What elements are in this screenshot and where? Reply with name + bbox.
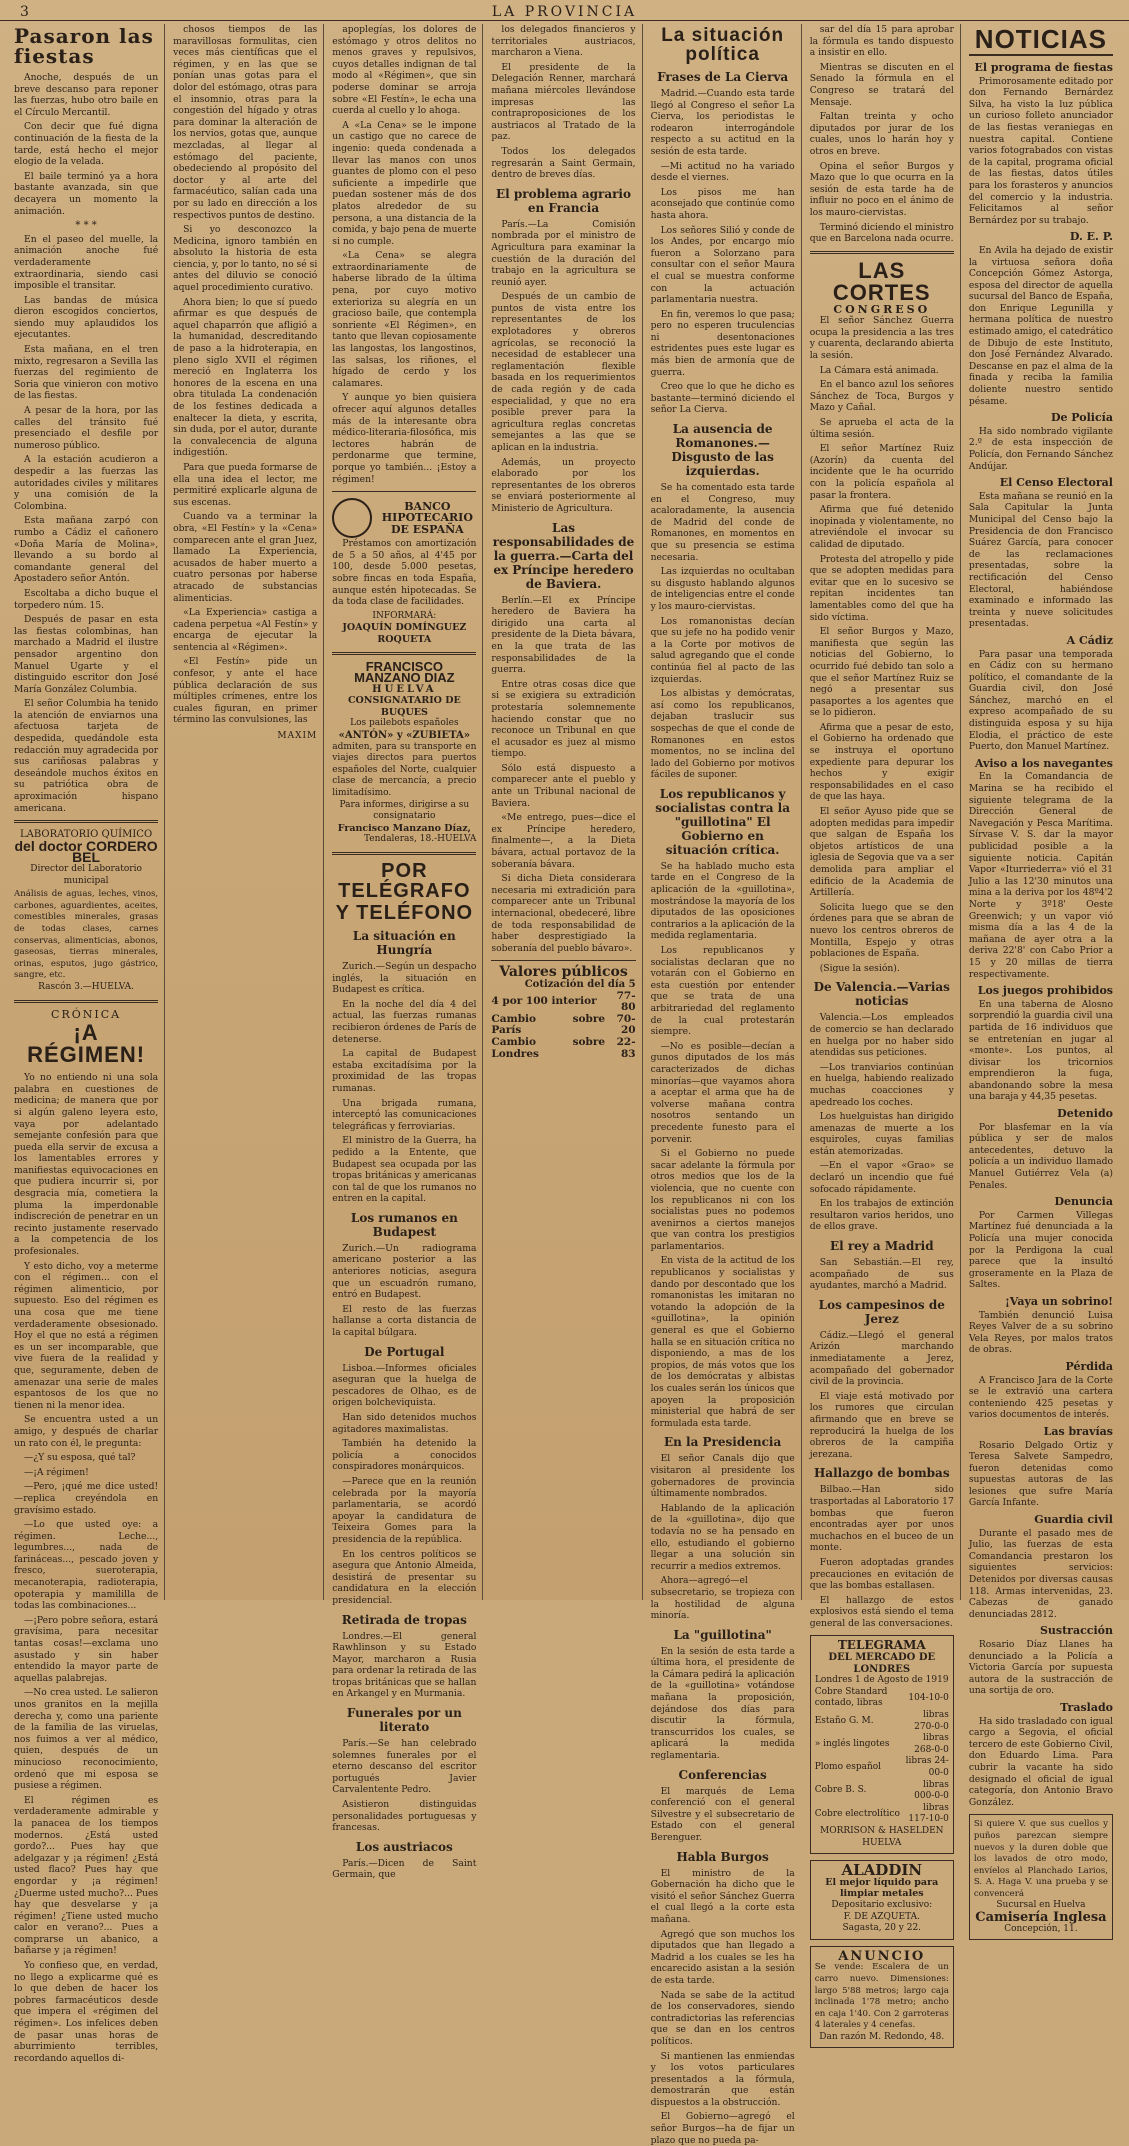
paragraph: —Los tranviarios continúan en huelga, habiendo realizado muchas coacciones y apedreado los coches. (809, 1061, 954, 1108)
section-heading: De Portugal (364, 1344, 445, 1359)
paragraph: Terminó diciendo el ministro que en Barcelona nada ocurre. (809, 221, 954, 245)
paragraph: En la noche del día 4 del actual, las fuerzas rumanas recibieron órdenes de París de detenerse. (332, 998, 477, 1045)
paragraph: (Sigue la sesión). (819, 962, 900, 974)
paragraph: Han sido detenidos muchos agitadores maximalistas. (332, 1412, 477, 1435)
aladdin-name: F. DE AZQUETA. (843, 1911, 920, 1922)
signature-maxim: MAXIM (277, 731, 318, 742)
tel-value: libras 000-0-0 (914, 1779, 949, 1802)
paragraph: Si dicha Dieta considerara necesaria mi extradición para comparecer ante un Tribunal internacional, obedeceré, libre de toda responsabilidad de haber desprestigiado la soberanía del pueblo bávaro». (491, 873, 636, 954)
paragraph: Valencia.—Los empleados de comercio se han declarado en huelga por no haber sido atendidas sus peticiones. (809, 1012, 954, 1059)
noticia-body: En Avila ha dejado de existir la virtuosa señora doña Concepción Gómez Astorga, esposa del director de aquella sucursal del Banco de España, don Enrique Legunilla y hermana política de nuestro estimado amigo, el catedrático de Dibujo de este Instituto, don José Fernández Alvarado. Descanse en paz el alma de la finada y reciba la familia doliente nuestro sentido pésame. (968, 244, 1113, 407)
paragraph: Cádiz.—Llegó el general Arizón marchando inmediatamente a Jerez, acompañado del gobernador civil de la provincia. (809, 1329, 954, 1388)
paragraph: También ha detenido la policía a conocidos conspiradores monárquicos. (332, 1438, 477, 1473)
paragraph: El señor Columbia ha tenido la atención de enviarnos una afectuosa tarjeta de despedida, quedándole esta redacción muy agradecida por sus cariñosas palabras y deseándole muchos éxitos en su patriótica obra de aproximación hispano americana. (14, 698, 159, 814)
paragraph: Cuando va a terminar la obra, «El Festín» y la «Cena» comparecen ante el gran Juez, llamado La Experiencia, acusados de haber muerto a cuatro personas por haberse atracado de substancias alimenticias. (173, 511, 318, 604)
columns (14, 24, 1119, 2146)
anuncio-title: ANUNCIO (838, 1948, 926, 1964)
paragraph: Si el Gobierno no puede sacar adelante la fórmula por otros medios que los de la violencia, que no cuente con los republicanos ni con los socialistas pues no podemos avenirnos a ciertos manejos que van contra los prestigios parlamentarios. (650, 1148, 795, 1252)
paragraph: Los huelguistas han dirigido amenazas de muerte a los esquiroles, cuyas familias están atemorizadas. (809, 1111, 954, 1157)
paragraph: En el banco azul los señores Sánchez de Toca, Burgos y Mazo y Cañal. (809, 379, 954, 414)
manzano-sig: Francisco Manzano Díaz, (337, 822, 471, 834)
tel-date: Londres 1 de Agosto de 1919 (814, 1675, 949, 1686)
tel-table (815, 1687, 949, 1826)
paragraph: Escoltaba a dicho buque el torpedero núm. 15. (14, 587, 159, 611)
manzano-city: HUELVA (372, 683, 437, 695)
paragraph: Una brigada rumana, interceptó las comunicaciones telegráficas y ferroviarias. (332, 1097, 477, 1132)
divider (14, 1000, 158, 1003)
paragraph: apoplegías, los dolores de estómago y otros delitos no menos graves y repulsivos, cuyos detalles indignan de tal modo al «Régimen», que sin poderse dominar se arroja sobre «El Festín», le echa una cuerda al cuello y lo ahoga. (332, 24, 477, 117)
section-heading: Frases de La Cierva (657, 70, 789, 84)
column-6 (809, 24, 961, 2042)
tel-label: Plomo español (814, 1762, 882, 1773)
valores-label: Cambio sobre Londres (491, 1035, 606, 1060)
tel-subtitle: DEL MERCADO DE LONDRES (828, 1652, 936, 1675)
noticia-body: Ha sido trasladado con igual cargo a Segovia, el oficial tercero de este Gobierno Civil, don Eduardo Lima. Para cubrir la vacante ha sido designado el oficial de igual categoría, don Antonio Bravo González. (968, 1715, 1113, 1808)
paragraph: —No es posible—decían a gunos diputados de los más caracterizados de dichas minorías—que vayamos ahora a aceptar el arma que ha de volverse mañana contra nosotros sentando un precedente funesto para el porvenir. (650, 1040, 795, 1145)
paragraph: Solicita luego que se den órdenes para que se abran de nuevo los centros obreros de Montilla, Espejo y otras poblaciones de España. (809, 901, 954, 960)
paragraph: —Pero, ¡qué me dice usted!—replica creyéndola en gravísimo estado. (14, 1481, 159, 1516)
bank-contact: JOAQUÍN DOMÍNGUEZ ROQUETA (342, 622, 467, 645)
lab-doctor: del doctor CORDERO BEL (14, 837, 158, 866)
paragraph: Y esto dicho, voy a meterme con el régimen... con el régimen alimenticio, por supuesto. Eso del régimen es una cosa que me tiene verdaderamente obsesionado. Hoy el que no está a régimen es un ser incomparable, que vive fuera de la realidad y que, seguramente, deben de amenazar una serie de males espantosos de los que no tienen ni la menor idea. (14, 1260, 159, 1411)
bank-inf: INFORMARÁ: (372, 610, 437, 621)
aladdin-title: ALADDIN (841, 1861, 923, 1880)
paragraph: —No crea usted. Le salieron unos granitos en la mejilla derecha y, como una pariente de la familia de las viruelas, nos fuimos a ver al médico, quien, después de un minucioso reconocimiento, ordenó que mi esposa se pusiese a régimen. (14, 1687, 159, 1792)
tel-value: libras 24-00-0 (905, 1756, 949, 1778)
paragraph: Los pisos me han aconsejado que continúe como hasta ahora. (650, 186, 795, 221)
paragraph: Las izquierdas no ocultaban su disgusto hablando algunos de inteligencias entre el conde y los mauro-ciervistas. (650, 566, 795, 612)
section-heading: En la Presidencia (664, 1435, 782, 1450)
coat-of-arms-icon (332, 498, 372, 538)
paragraph: San Sebastián.—El rey, acompañado de sus ayudantes, marchó a Madrid. (809, 1257, 954, 1292)
paragraph: Ahora—agregó—el subsecretario, se tropieza con la hostilidad de alguna minoría. (650, 1575, 795, 1622)
paragraph: Todos los delegados regresarán a Saint Germain, dentro de breves días. (491, 145, 636, 181)
valores-label: Cambio sobre París (491, 1012, 606, 1037)
lab-role: Director del Laboratorio municipal (30, 864, 142, 886)
telegrafo-news-cont (491, 24, 635, 954)
paragraph: El ministro de la Gobernación ha dicho que le visitó el señor Sánchez Guerra el cual llegó a la corte esta mañana. (650, 1867, 795, 1925)
regimen-article (14, 1072, 158, 2064)
paragraph: En los trabajos de extinción resultaron varios heridos, uno de ellos grave. (809, 1198, 954, 1233)
section-heading: Los campesinos de Jerez (818, 1297, 945, 1326)
valores-title: Valores públicos (499, 964, 628, 981)
divider (491, 960, 635, 961)
paragraph: —¡A régimen! (24, 1466, 89, 1478)
paragraph: La capital de Budapest estaba excitadísima por la proximidad de las tropas rumanas. (332, 1048, 477, 1094)
anuncio-ad (810, 1946, 954, 2049)
tel-sig: MORRISON & HASELDEN (819, 1825, 944, 1836)
telegrafo-news (332, 929, 476, 1881)
divider (14, 820, 158, 823)
bank-body: Préstamos con amortización de 5 a 50 años, al 4'45 por 100, desde 5.000 pesetas, sobre fincas en toda España, aunque estén hipotecadas. Se da toda clase de facilidades. (332, 538, 477, 608)
noticia-body: A Francisco Jara de la Corte se le extravió una cartera conteniendo 425 pesetas y varios documentos de interés. (968, 1374, 1113, 1421)
paragraph: París.—La Comisión nombrada por el ministro de Agricultura para examinar la cuestión de la duración del trabajo en la agricultura se reunió ayer. (491, 218, 636, 288)
noticia-body: Rosario Díaz Llanes ha denunciado a la Policía a Victoria García por supuesta autora de la sustracción de una sortija de oro. (968, 1639, 1113, 1697)
paragraph: El viaje está motivado por los rumores que circulan afirmando que en breve se reproducirá la huelga de los obreros de la campiña jerezana. (809, 1390, 954, 1460)
section-heading: De Valencia.—Varias noticias (813, 980, 950, 1009)
paragraph: Se ha hablado mucho esta tarde en el Congreso de la aplicación de la «guillotina», mostrándose la mayoría de los diputados de las oposiciones contrarios a la aplicación de la medida reglamentaria. (650, 860, 795, 942)
noticia-heading: De Policía (1050, 411, 1113, 425)
noticia-body: También denunció Luisa Reyes Valver de a su sobrino Vela Reyes, por malos tratos de obras. (968, 1309, 1113, 1356)
paragraph: El presidente de la Delegación Renner, marchará mañana miércoles llevándose impresas las contraproposiciones de los austriacos al Tratado de la paz. (491, 61, 636, 143)
paragraph: Los señores Silió y conde de los Andes, por encargo mío fueron a Solorzano para consultar con el señor Maura el cual se muestra conforme con la actuación parlamentaria nuestra. (650, 224, 795, 306)
paragraph: El señor Canals dijo que visitaron al presidente los gobernadores de provincia últimamente nombrados. (650, 1453, 795, 1500)
noticia-heading: El programa de fiestas (974, 61, 1113, 74)
aladdin-addr: Sagasta, 20 y 22. (842, 1923, 922, 1934)
column-2 (173, 24, 324, 1600)
paragraph: Zurich.—Un radiograma americano posterior a las anteriores noticias, asegura que un escuadrón rumano, entró en Budapest. (332, 1242, 477, 1301)
noticia-body: Esta mañana se reunió en la Sala Capitular la Junta Municipal del Censo bajo la Presidencia de don Francisco Suárez García, para conocer de las reclamaciones presentadas, sobre la rectificación del Censo Electoral, habiéndose examinado e informado las treinta y nueve solicitudes presentadas. (968, 490, 1113, 630)
divider (332, 852, 476, 855)
headline-telefono: Y TELÉFONO (335, 902, 474, 924)
paragraph: Esta mañana, en el tren mixto, regresaron a Sevilla las fuerzas del regimiento de Soria que vinieron con motivo de las fiestas. (14, 344, 159, 402)
paragraph: El baile terminó ya a hora bastante avanzada, sin que decayera un momento la animación. (14, 170, 159, 217)
anuncio-text: Se vende: Escalera de un carro nuevo. Dimensiones: largo 5'88 metros; largo caja inclinada 1'78 metro; ancho en caja 1'40. Con 2 garroteras 4 laterales y 4 cenefas. (814, 1962, 949, 2031)
tel-value: 104-10-0 (908, 1692, 949, 1703)
paragraph: El marqués de Lema conferenció con el general Silvestre y el subsecretario de Estado con el general Berenguer. (650, 1785, 795, 1843)
tel-label: Cobre electrolítico (814, 1808, 900, 1819)
section-heading: Habla Burgos (676, 1849, 769, 1864)
divider (332, 652, 476, 655)
paragraph: Fueron adoptadas grandes precauciones en evitación de que las bombas estallasen. (809, 1556, 954, 1592)
regimen-cont-a (173, 24, 317, 729)
paragraph: La Cámara está animada. (819, 364, 939, 376)
bank-t3: DE ESPAÑA (391, 522, 464, 536)
tel-label: Estaño G. M. (814, 1715, 874, 1726)
asterism-icon: * * * (75, 220, 97, 232)
bank-t1: BANCO (404, 499, 451, 513)
noticia-body: Primorosamente editado por don Fernando Bernárdez Silva, ha visto la luz pública un curioso folleto anunciador de las fiestas veraniegas en nuestra capital. Contiene varios fotograbados con vistas de la capital, programa oficial de las fiestas, datos útiles para los forasteros y anuncios del comercio y la industria. Felicitamos al señor Bernárdez por su trabajo. (968, 75, 1113, 226)
camiseria-text: Si quiere V. que sus cuellos y puños parezcan siempre nuevos y la duren doble que los lavados de otro modo, envíelos al Planchado Larios, S. A. Haga V. una prueba y se convencerá (973, 1819, 1108, 1899)
politica-cont (810, 24, 954, 245)
tel-row (815, 1803, 949, 1826)
paragraph: Ahora bien; lo que sí puedo afirmar es que después de aquel chaparrón que afligió a la humanidad, descreditando de paso a la hidroterapia, en pleno siglo XVII el régimen mereció en Inglaterra los honores de la escena en una obra titulada La condenación de los festines dedicada a enaltecer la dieta, y escrita, sin duda, por el autor, durante la convalecencia de alguna indigestión. (173, 296, 318, 459)
page-number: 3 (20, 4, 32, 20)
aladdin-ad (810, 1860, 954, 1940)
noticia-heading: A Cádiz (1066, 633, 1113, 647)
paragraph: «La Cena» se alegra extraordinariamente de haberse librado de la última pena, por cuyo motivo exterioriza su alegría en un gracioso baile, que contempla sonriente «El Régimen», en tanto que llevan copiosamente las langostas, los langostinos, las salsas, los riñones, el hígado de cerdo y los calamares. (332, 250, 477, 389)
paragraph: Anoche, después de un breve descanso para reponer las fuerzas, hubo otro baile en el Círculo Mercantil. (14, 72, 159, 118)
paragraph: Y aunque yo bien quisiera ofrecer aquí algunos detalles más de la interesante obra médico-literaria-filosófica, mis lectores habrán de perdonarme que termine, porque yo también... ¡Estoy a régimen! (332, 392, 477, 485)
paragraph: El señor Burgos y Mazo, manifiesta que según las noticias del Gobierno, lo ocurrido fué debido tan solo a que el señor Martínez Ruiz se negó a presentar sus pasaportes a los agentes que se lo pidieron. (809, 626, 954, 719)
lab-services: Análisis de aguas, leches, vinos, carbones, aguardientes, aceites, comestibles minerales, grasas de todas clases, carnes conservas, alimenticias, abonos, gaseosas, tierras minerales, orinas, esputos, jugo gástrico, sangre, etc. (14, 889, 159, 981)
divider (332, 491, 476, 492)
camiseria-name: Camisería Inglesa (975, 1910, 1107, 1926)
paragraph: Si mantienen las enmiendas y los votos particulares presentados a la fórmula, demostrarán que están dispuestos a la obstrucción. (650, 2050, 795, 2108)
noticia-heading: Pérdida (1065, 1359, 1113, 1373)
paragraph: Los republicanos y socialistas declaran que no votarán con el Gobierno en esta cuestión por entender que se trata de una arbitrariedad del reglamento de la cual protestarán siempre. (650, 945, 795, 1038)
paragraph: Se aprueba el acta de la última sesión. (809, 417, 954, 440)
section-heading: La "guillotina" (673, 1627, 772, 1642)
headline-telegrafo: POR TELÉGRAFO (338, 860, 471, 902)
paragraph: El resto de las fuerzas hallanse a corta distancia de la capital búlgara. (332, 1303, 477, 1339)
headline-cortes: LAS CORTES (832, 257, 931, 305)
column-3 (332, 24, 483, 1881)
paragraph: El Gobierno—agregó el señor Burgos—ha de fijar un plazo que no pueda pa- (650, 2111, 795, 2146)
noticia-heading: Las bravías (1043, 1424, 1113, 1438)
paragraph: Se ha comentado esta tarde en el Congreso, muy acaloradamente, la ausencia de Madrid del conde de Romanones, en momentos en que su presencia se estima necesaria. (650, 482, 795, 563)
manzano-ad (332, 658, 477, 847)
section-heading: Retirada de tropas (341, 1612, 467, 1627)
fiestas-article (14, 72, 158, 814)
paragraph: El señor Sánchez Guerra ocupa la presidencia a las tres y cuarenta, declarando abierta la sesión. (809, 315, 954, 362)
valores-row (491, 1037, 635, 1060)
masthead-title: LA PROVINCIA (491, 4, 638, 20)
section-heading: Los rumanos en Budapest (350, 1210, 458, 1239)
valores-value: 70-20 (616, 1012, 636, 1037)
paragraph: Los albistas y demócratas, así como los republicanos, dejaban traslucir sus sospechas de que el conde de Romanones en estos momentos, no se inclina del lado del Gobierno por motivos fáciles de suponer. (650, 688, 795, 781)
congreso-label: CONGRESO (833, 302, 931, 316)
camiseria-sucursal: Sucursal en Huelva (996, 1900, 1086, 1911)
paragraph: Entre otras cosas dice que si se exigiera su extradición protestaría solemnemente haciendo constar que no reconoce un Tribunal en que el acusador es juez al mismo tiempo. (491, 678, 636, 760)
tel-label: Cobre B. S. (814, 1785, 867, 1796)
paragraph: Para que pueda formarse de ella una idea el lector, me permitiré explicarle alguna de sus escenas. (173, 461, 318, 508)
lab-address: Rascón 3.—HUELVA. (38, 981, 134, 992)
camiseria-addr: Concepción, 11. (1004, 1923, 1078, 1934)
paragraph: París.—Dicen de Saint Germain, que (332, 1857, 477, 1881)
aladdin-dep: Depositario exclusivo: (831, 1899, 933, 1910)
paragraph: Se encuentra usted a un amigo, y después de charlar un rato con él, le pregunta: (14, 1414, 159, 1449)
section-heading: Las responsabilidades de la guerra.—Carta del ex Príncipe heredero de Baviera. (492, 520, 635, 591)
column-7 (968, 24, 1119, 1934)
section-heading: Los austriacos (355, 1839, 453, 1854)
noticia-body: Por blasfemar en la vía pública y ser de malos antecedentes, detuvo la policía a un individuo llamado Manuel Gutiérrez Vela (a) Penales. (968, 1121, 1113, 1191)
paragraph: Si yo desconozco la Medicina, ignoro también en absoluto la historia de esta ciencia, y, por lo tanto, no sé si antes del diluvio se conoció aquel procedimiento curativo. (173, 224, 318, 294)
paragraph: Después de pasar en esta las fiestas colombinas, han marchado a Madrid el ilustre pensador argentino don Manuel Ugarte y el distinguido escritor don José María González Columbia. (14, 614, 159, 695)
section-heading: La ausencia de Romanones.—Disgusto de las izquierdas. (671, 422, 774, 479)
manzano-ships: «ANTÓN» y «ZUBIETA» (338, 730, 471, 742)
tel-row (815, 1687, 949, 1710)
paragraph: —¿Y su esposa, qué tal? (24, 1452, 136, 1464)
cronica-label: CRÓNICA (51, 1007, 122, 1021)
paragraph: El régimen es verdaderamente admirable y la panacea de los tiempos modernos. ¿Está usted gordo?... Pues hay que adelgazar y ¡a régimen! ¿Está usted flaco? Pues hay que engordar y ¡a régimen! ¿Duerme usted mucho?... Pues hay que desvelarse y ¡a régimen! ¿Tiene usted mucho calor en verano?... Pues a comprarse un abanico, a bañarse y ¡a régimen! (14, 1794, 159, 1957)
noticia-heading: Aviso a los navegantes (974, 756, 1113, 770)
paragraph: Creo que lo que he dicho es bastante—terminó diciendo el señor La Cierva. (650, 381, 795, 416)
paragraph: Afirma que fué detenido inopinada y violentamente, no atreviéndole el invocar su calidad de diputado. (809, 504, 954, 550)
noticia-body: Durante el pasado mes de Julio, las fuerzas de esta Comandancia prestaron los siguientes servicios: Detenidos por diversas causas 118. Armas intervenidas, 23. Cabezas de ganado denunciadas 2812. (968, 1527, 1113, 1620)
manzano-l2: admiten, para su transporte en viajes directos para puertos españoles del Norte, cualquier clase de mercancía, a precio limitadísimo. (332, 741, 477, 799)
valores-value: 22-83 (616, 1035, 636, 1060)
manzano-l1: Los pailebots españoles (350, 718, 459, 729)
tel-label: Cobre Standard contado, libras (814, 1686, 888, 1709)
noticia-heading: Guardia civil (1034, 1513, 1113, 1527)
valores-label: 4 por 100 interior (491, 995, 597, 1008)
paragraph: —En el vapor «Grao» se declaró un incendio que fué sofocado rápidamente. (809, 1160, 954, 1195)
noticias-list (969, 62, 1113, 1808)
paragraph: Sólo está dispuesto a comparecer ante el pueblo y ante un Tribunal nacional de Baviera. (491, 762, 636, 809)
valores-value: 77-80 (616, 989, 636, 1014)
paragraph: El ministro de la Guerra, ha pedido a la Entente, que Budapest sea ocupada por las tropas británicas y americanas con tal de que los rumanos no entren en la capital. (332, 1135, 477, 1205)
paragraph: Los romanonistas decían que su jefe no ha podido venir a la Corte por motivos de salud agregando que el conde continúa fiel al pacto de las izquierdas. (650, 615, 795, 685)
paragraph: Además, un proyecto elaborado por los representantes de los obreros se enviará posteriormente al Ministerio de Agricultura. (491, 456, 636, 514)
noticia-body: Para pasar una temporada en Cádiz con su hermano político, el comandante de la Guardia civil, don José Sánchez, marchó en el expreso acompañado de su distinguida esposa y su hija Elodia, el práctico de este Puerto, don Manuel Martínez. (968, 648, 1113, 753)
noticia-heading: Traslado (1060, 1700, 1113, 1714)
valores-row (491, 1014, 635, 1037)
paragraph: —Mi actitud no ha variado desde el viernes. (650, 160, 795, 184)
noticia-heading: Denuncia (1054, 1195, 1113, 1209)
paragraph: Agregó que son muchos los diputados que han llegado a Madrid a los cuales se les ha encarecido asistan a la sesión de esta tarde. (650, 1928, 795, 1986)
section-heading: El rey a Madrid (829, 1239, 934, 1254)
paragraph: El señor Martínez Ruiz (Azorín) da cuenta del incidente que le ha ocurrido con la policía española al pasar la frontera. (809, 443, 954, 501)
tel-city: HUELVA (862, 1837, 902, 1848)
paragraph: Nada se sabe de la actitud de los conservadores, siendo contradictorias las referencias que se dan en los centros políticos. (650, 1989, 795, 2047)
section-heading: Los republicanos y socialistas contra la "guillotina" El Gobierno en situación crítica. (655, 786, 790, 857)
paragraph: A pesar de la hora, por las calles del tránsito fué presenciado el desfile por numeroso público. (14, 405, 159, 451)
paragraph: Lisboa.—Informes oficiales aseguran que la huelga de pescadores de Olhao, es de origen bolcheviquista. (332, 1362, 477, 1409)
noticia-heading: Los juegos prohibidos (977, 984, 1113, 998)
noticia-heading: El Censo Electoral (999, 476, 1113, 490)
cortes-article (810, 315, 954, 1629)
divider (810, 251, 954, 254)
paragraph: los delegados financieros y territoriales austriacos, marcharon a Viena. (491, 24, 636, 59)
paragraph: Afirma que a pesar de esto, el Gobierno ha ordenado que se instruya el oportuno expediente para depurar los hechos y exigir responsabilidades en el caso de que las haya. (809, 721, 954, 803)
paragraph: —Parece que en la reunión celebrada por la mayoría parlamentaria, se acordó apoyar la candidatura de Teixeira Gomes para la presidencia de la república. (332, 1475, 477, 1545)
paragraph: París.—Se han celebrado solemnes funerales por el eterno descanso del escritor portugués Javier Carvalentente Pedro. (332, 1738, 477, 1796)
paragraph: Yo no entiendo ni una sola palabra en cuestiones de medicina; de manera que por si algún galeno leyera esto, vaya por adelantado semejante confesión para que pueda ella servir de excusa a los lamentables errores y manifiestas equivocaciones en que pudiera incurrir si, por desgracia mía, cometiera la pluma la imperdonable indiscreción de penetrar en un recinto justamente reservado a la competencia de los profesionales. (14, 1072, 159, 1258)
paragraph: El señor Ayuso pide que se adopten medidas para impedir que salgan de España los objetos artísticos de una iglesia de Segovia que va a ser demolida para ampliar el edificio de la Academia de Artillería. (809, 806, 954, 899)
noticia-body: Ha sido nombrado vigilante 2.º de esta inspección de Policía, don Fernando Sánchez Andújar. (968, 425, 1113, 472)
laboratorio-ad (14, 829, 158, 993)
telegrama-londres (810, 1635, 954, 1854)
tel-value: libras 270-0-0 (914, 1710, 949, 1732)
paragraph: A «La Cena» se le impone un castigo que no carece de ingenio: queda condenada a llevar las manos con unos guantes de plomo con el peso suficiente a impedirle que puedan sostener más de dos platos alrededor de su persona, a una distancia de la comida, y bajo pena de muerte si no cumple. (332, 119, 477, 247)
paragraph: Con decir que fué digna continuación de la fiesta de la tarde, está hecho el mejor elogio de la velada. (14, 121, 159, 168)
noticia-heading: D. E. P. (1069, 230, 1113, 244)
paragraph: Esta mañana zarpó con rumbo a Cádiz el cañonero «Doña María de Molina», llevando a su bordo al comandante general del Apostadero señor Antón. (14, 515, 159, 585)
tel-row (815, 1710, 949, 1733)
tel-title: TELEGRAMA (837, 1638, 926, 1653)
paragraph: Asistieron distinguidas personalidades portuguesas y francesas. (332, 1799, 477, 1834)
banco-hipotecario-ad (332, 498, 476, 538)
column-5 (650, 24, 802, 2146)
tel-row (815, 1733, 949, 1756)
regimen-continued (173, 24, 317, 729)
politica-article (651, 70, 795, 2146)
section-heading: Conferencias (678, 1767, 767, 1782)
paragraph: Zurich.—Según un despacho inglés, la situación en Budapest es crítica. (332, 961, 477, 996)
lab-title: LABORATORIO QUÍMICO (20, 829, 153, 841)
paragraph: A la estación acudieron a despedir a las fuerzas las autoridades civiles y militares y una comisión de la Colombina. (14, 454, 159, 512)
paragraph: «La Experiencia» castiga a cadena perpetua «Al Festín» y encarga de ejecutar la sentencia al «Régimen». (173, 607, 318, 653)
section-heading: Hallazgo de bombas (813, 1466, 950, 1481)
camiseria-ad (969, 1814, 1113, 1940)
section-heading: El problema agrario en Francia (496, 186, 631, 215)
paragraph: sar del día 15 para aprobar la fórmula es tando dispuesto a insistir en ello. (809, 24, 954, 59)
paragraph: En fin, veremos lo que pasa; pero no esperen truculencias ni desentonaciones estridentes pues este lugar es más bien de armonía que de guerra. (650, 308, 795, 378)
paragraph: Protesta del atropello y pide que se adopten medidas para evitar que en lo sucesivo se repitan incidentes tan lamentables como del que ha sido víctima. (809, 553, 954, 623)
headline-noticias: NOTICIAS (969, 26, 1113, 56)
tel-row (815, 1756, 949, 1779)
paragraph: —Lo que usted oye: a régimen. Leche..., legumbres..., nada de farináceas..., pescado joven y fresco, sueroterapia, mecanoterapia, radioterapia, opoterapia y mamililla de todas las combinaciones... (14, 1519, 159, 1612)
paragraph: «Me entrego, pues—dice el ex Príncipe heredero, finalmente—, a la Dieta bávara, actual portavoz de la soberanía bávara. (491, 812, 636, 870)
noticia-body: Por Carmen Villegas Martínez fué denunciada a la Policía una mujer conocida por la Perdigona la cual parece que la insultó groseramente en la Plaza de Saltes. (968, 1209, 1113, 1291)
section-heading: Funerales por un literato (346, 1706, 462, 1735)
manzano-addr: Tendaleras, 18.-HUELVA (364, 834, 477, 845)
column-1 (14, 24, 165, 2064)
bank-t2: HIPOTECARIO (381, 511, 473, 525)
noticia-body: Rosario Delgado Ortiz y Teresa Salvete Sampedro, fueron detenidas como supuestas autoras de las lesiones que sufre María García Infante. (968, 1439, 1113, 1509)
paragraph: chosos tiempos de las maravillosas formulitas, cien veces más científicas que el régimen, y en las que se ponían unas gotas para el dolor del estómago, otras para el insomnio, otras para la congestión del hígado y otras para dominar la alteración de los nervios, gotas que, aunque mezcladas, al llegar al estómago del paciente, obedeciendo al propósito del doctor y al arte del farmacéutico, salían cada una por su lado en dirección a los respectivos puntos de destino. (173, 24, 318, 221)
valores-table (491, 991, 635, 1061)
paragraph: Berlín.—El ex Príncipe heredero de Baviera ha dirigido una carta al presidente de la Dieta bávara, en la que trata de las responsabilidades de la guerra. (491, 594, 636, 676)
section-heading: La situación en Hungría (352, 929, 456, 957)
paragraph: En vista de la actitud de los republicanos y socialistas y dando por descontado que los romanonistas les imitaran no votando la adopción de la «guillotina», la opinión general es que el Gobierno halla se en situación crítica no disponiendo, a mas de los propios, de más votos que los de los demócratas y albistas los cuales serán los únicos que apoyen la proposición ministerial que habrá de ser formulada esta tarde. (650, 1255, 795, 1429)
tel-value: libras 268-0-0 (914, 1733, 949, 1755)
noticia-body: En la Comandancia de Marina se ha recibido el siguiente telegrama de la Dirección General de Navegación y Pesca Marítima. Sírvase V. S. dar la mayor publicidad posible a la siguiente noticia. Capitán Vapor «Iturriederra» vió el 31 Julio a las 12'30 minutos una mina a la deriva por los 48º4'2 Norte y 3º18' Oeste Greenwich; y un vapor vió misma día a las 4 de la mañana de ayer otra a la deriva 22'8' con Cabo Prior a 15 y 20 millas de tierra respectivamente. (968, 771, 1113, 980)
paragraph: En el paseo del muelle, la animación anoche fué verdaderamente extraordinaria, siendo casi imposible el transitar. (14, 233, 159, 292)
paragraph: En los centros políticos se asegura que Antonio Almeida, desistirá de presentar su candidatura en la elección presidencial. (332, 1548, 477, 1606)
paragraph: Madrid.—Cuando esta tarde llegó al Congreso el señor La Cierva, los periodistas le rodearon interrogándole respecto a su actitud en la sesión de esta tarde. (650, 88, 795, 157)
noticia-heading: Detenido (1057, 1107, 1113, 1121)
paragraph: Faltan treinta y ocho diputados por jurar de los cuales, unos lo harán hoy y otros en breve. (809, 111, 954, 157)
noticia-heading: ¡Vaya un sobrino! (1004, 1294, 1113, 1308)
tel-value: libras 117-10-0 (908, 1802, 949, 1825)
paragraph: Las bandas de música dieron escogidos conciertos, siendo muy aplaudidos los ejecutantes. (14, 294, 159, 341)
paragraph: Yo confieso que, en verdad, no llego a explicarme qué es lo que deben de hacer los pobres farmacéuticos desde que impera el «régimen del régimen». Los infelices deben de pasar unas horas de aburrimiento terribles, recordando aquellos di- (14, 1960, 159, 2064)
paragraph: «El Festín» pide un confesor, y ante el hace pública declaración de sus múltiples crímenes, entre los cuales figuran, en primer término las convulsiones, las (173, 656, 318, 726)
manzano-sub: CONSIGNATARIO DE BUQUES (347, 695, 461, 718)
paragraph: Londres.—El general Rawhlinson y su Estado Mayor, marcharon a Rusia para ordenar la retirada de las tropas británicas que se hallan en Arkangel y en Murmania. (332, 1630, 477, 1700)
noticia-body: En una taberna de Alosno sorprendió la guardia civil una partida de 16 individuos que se entretenían en jugar al «monte». Los puntos, al divisar los tricornios emprendieron la fuga, abandonando sobre la mesa una baraja y 44,35 pesetas. (968, 998, 1113, 1103)
paragraph: En la sesión de esta tarde a última hora, el presidente de la Cámara pedirá la aplicación de la «guillotina» votándose mañana la proposición, dejándose dos días para discutir la fórmula, transcurridos los cuales, se aplicará la medida reglamentaria. (650, 1645, 795, 1762)
paragraph: El hallazgo de estos explosivos está siendo el tema general de las conversaciones. (809, 1594, 954, 1629)
anuncio-addr: Dan razón M. Redondo, 48. (819, 2031, 945, 2042)
tel-label: » inglés lingotes (814, 1739, 890, 1750)
paragraph: Mientras se discuten en el Senado la fórmula en el Congreso se tratará del Mensaje. (809, 61, 954, 108)
paragraph: Opina el señor Burgos y Mazo que lo que ocurra en la sesión de esta tarde ha de influir no poco en el ánimo de los mauro-ciervistas. (809, 160, 954, 218)
column-4 (491, 24, 642, 1600)
tel-row (815, 1780, 949, 1803)
noticia-heading: Sustracción (1039, 1624, 1113, 1638)
paragraph: Hablando de la aplicación de la «guillotina», dijo que todavía no se ha pensado en ello, estudiando el gobierno llegar a una solución sin recurrir a medios extremos. (650, 1502, 795, 1572)
paragraph: Después de un cambio de puntos de vista entre los representantes de los explotadores y obreros agrícolas, se reconoció la necesidad de establecer una reglamentación flexible basada en los requerimientos de cada región y de cada especialidad, y que no era posible prever para la agricultura reglas concretas semejantes a las que se aplican en la industria. (491, 291, 636, 453)
paragraph: —¡Pero pobre señora, estará gravísima, para necesitar tantas cosas!—exclama uno asustado y sin haber entendido la mayor parte de aquellas palabrejas. (14, 1614, 159, 1684)
masthead (0, 4, 1129, 21)
headline-fiestas: Pasaron las fiestas (14, 24, 154, 68)
valores-row (491, 991, 635, 1014)
headline-regimen: ¡A RÉGIMEN! (27, 1020, 146, 1068)
manzano-title: FRANCISCO MANZANO DIAZ (354, 658, 455, 686)
paragraph: Bilbao.—Han sido trasportadas al Laboratorio 17 bombas que fueron encontradas ayer por unos muchachos en el buceo de un monte. (809, 1484, 954, 1554)
headline-situacion-politica: La situación política (661, 25, 785, 65)
regimen-cont-b (332, 24, 476, 485)
manzano-l3: Para informes, dirigirse a su consignatario (339, 799, 470, 822)
valores-sub: Cotización del día 5 (524, 978, 636, 990)
aladdin-sub: El mejor líquido para limpiar metales (825, 1876, 939, 1900)
